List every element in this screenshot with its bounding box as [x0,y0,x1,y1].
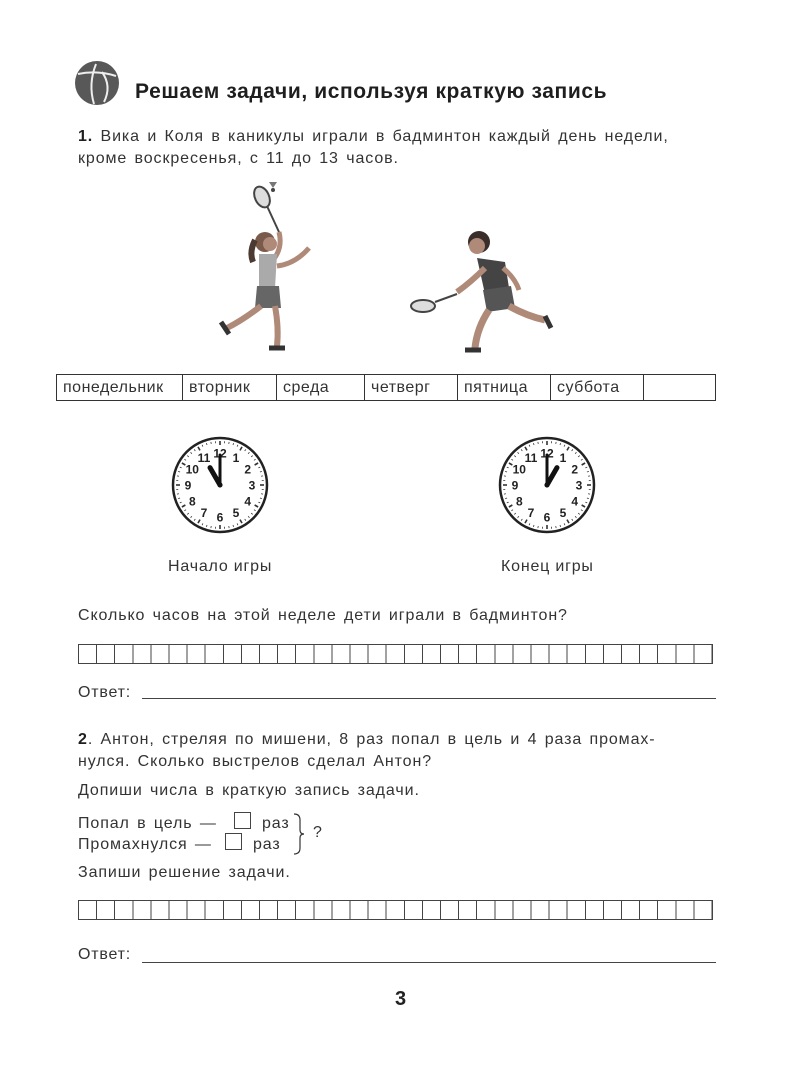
start-clock [170,435,270,535]
clock-number: 7 [200,506,208,521]
task2-row2-label: Промахнулся — [78,836,212,853]
clock-number: 2 [244,462,252,477]
clock-number: 5 [559,506,567,521]
misses-input-box[interactable] [225,833,242,850]
task2-line1: . Антон, стреляя по мишени, 8 раз попал в цель и 4 раза промах- [87,731,656,748]
clock-number: 6 [543,510,551,525]
curly-brace-icon [292,812,306,856]
clock-number: 3 [575,478,583,493]
boy-player-illustration [405,228,565,354]
clock-center [545,483,550,488]
task2-row2-unit: раз [253,836,281,853]
clock-number: 11 [197,450,211,465]
task2-row1-unit: раз [262,815,290,832]
task1-question: Сколько часов на этой неделе дети играли в бадминтон? [78,607,568,624]
start-clock-caption: Начало игры [168,558,273,575]
day-cell-empty [644,375,715,400]
total-question-mark: ? [313,824,323,841]
clock-number: 10 [185,462,199,477]
clock-center [218,483,223,488]
section-title: Решаем задачи, используя краткую запись [135,80,608,103]
task2-number: 2 [78,731,88,748]
clock-number: 3 [248,478,256,493]
clock-number: 5 [232,506,240,521]
clock-number: 4 [571,494,579,509]
task2-solution-grid[interactable] [78,900,713,920]
day-cell: пятница [458,375,551,400]
clock-number: 7 [527,506,535,521]
clock-number: 1 [232,450,240,465]
hits-input-box[interactable] [234,812,251,829]
task2-line2: нулся. Сколько выстрелов сделал Антон? [78,753,433,770]
day-cell: понедельник [57,375,183,400]
task1-line2: кроме воскресенья, с 11 до 13 часов. [78,150,399,167]
clock-number: 6 [216,510,224,525]
day-cell: вторник [183,375,277,400]
page-number: 3 [394,988,407,1010]
clock-number: 4 [244,494,252,509]
day-cell: четверг [365,375,458,400]
end-clock [497,435,597,535]
task2-answer-label: Ответ: [78,946,132,963]
day-cell: суббота [551,375,644,400]
clock-number: 10 [512,462,526,477]
girl-player-illustration [215,182,325,354]
clock-number: 12 [213,446,227,461]
ball-icon [74,60,120,106]
task2-row1-label: Попал в цель — [78,815,217,832]
days-of-week-table [56,374,716,401]
clock-number: 12 [540,446,554,461]
clock-number: 1 [559,450,567,465]
end-clock-caption: Конец игры [501,558,594,575]
clock-number: 8 [188,494,196,509]
task1-answer-label: Ответ: [78,684,132,701]
task1-answer-line[interactable] [142,698,716,699]
task2-instruction: Допиши числа в краткую запись задачи. [78,782,420,799]
clock-number: 9 [184,478,192,493]
day-cell: среда [277,375,365,400]
task2-solution-prompt: Запиши решение задачи. [78,864,291,881]
clock-number: 2 [571,462,579,477]
clock-number: 11 [524,450,538,465]
task2-answer-line[interactable] [142,962,716,963]
task1-number: 1. [78,128,94,145]
clock-number: 9 [511,478,519,493]
task1-solution-grid[interactable] [78,644,713,664]
clock-number: 8 [515,494,523,509]
task2-text [78,729,728,773]
task1-text [78,126,728,170]
task1-line1: Вика и Коля в каникулы играли в бадминтон каждый день недели, [100,128,669,145]
